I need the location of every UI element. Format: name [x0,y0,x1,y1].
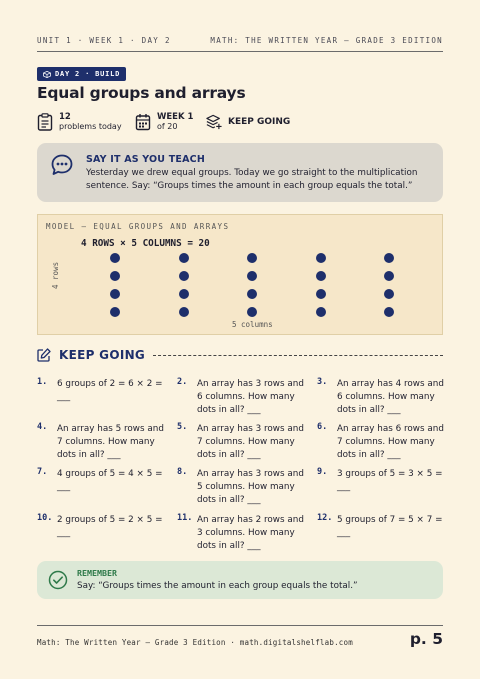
problem-text: 5 groups of 7 = 5 × 7 = ___ [337,515,443,538]
stat-week [135,112,206,132]
problem-number: 5. [177,422,188,432]
day-badge [37,67,126,81]
problem-text: An array has 3 rows and 6 columns. How many dots in all? ___ [197,379,304,415]
problem-text: 3 groups of 5 = 3 × 5 = ___ [337,469,443,492]
page-number: p. 5 [409,630,443,648]
array-dot [384,307,394,317]
array-dot [247,307,257,317]
cube-icon [43,71,51,78]
problem-number: 7. [37,467,48,477]
header-right: MATH: THE WRITTEN YEAR — GRADE 3 EDITION [210,36,443,45]
array-model [37,214,443,335]
problem-number: 9. [317,467,328,477]
columns-label: 5 columns [232,320,273,329]
running-header [37,36,443,52]
remember-body: Say: “Groups times the amount in each group equals the total.” [77,581,358,591]
problem-number: 2. [177,377,188,387]
problems-count: 12 [59,112,71,122]
problem-number: 3. [317,377,328,387]
keep-going-title: KEEP GOING [59,348,146,362]
problem-number: 4. [37,422,48,432]
array-dot [316,307,326,317]
problem-number: 8. [177,467,188,477]
momentum-label: KEEP GOING [228,117,291,127]
array-dot [247,289,257,299]
problem-number: 6. [317,422,328,432]
badge-label: DAY 2 · BUILD [55,70,121,78]
problem-text: An array has 3 rows and 7 columns. How many dots in all? ___ [197,424,304,460]
week-number: WEEK 1 [157,112,194,122]
array-dot [247,271,257,281]
rows-label: 4 rows [51,261,60,289]
header-left: UNIT 1 · WEEK 1 · DAY 2 [37,36,171,45]
model-equation: 4 ROWS × 5 COLUMNS = 20 [81,238,210,249]
problem-number: 12. [317,513,333,523]
array-dot [384,289,394,299]
array-dot [179,271,189,281]
week-total: of 20 [157,122,178,131]
edit-icon [37,348,51,362]
stats-row [37,110,290,134]
keep-going-header [37,345,443,365]
array-dot [110,253,120,263]
problem-text: An array has 2 rows and 3 columns. How many dots in all? ___ [197,515,304,551]
dashed-divider [153,355,443,356]
clipboard-icon [37,113,53,131]
array-dot [316,271,326,281]
remember-title: REMEMBER [77,568,117,578]
callout-body: Yesterday we drew equal groups. Today we go straight to the multiplication sentence. Say: “Groups times the amount in each group equals the total.” [86,168,418,191]
array-dot [384,271,394,281]
page-title: Equal groups and arrays [37,84,246,102]
array-dot [179,307,189,317]
layers-plus-icon [206,113,222,131]
problem-number: 10. [37,513,53,523]
array-dot [110,307,120,317]
array-dot [384,253,394,263]
remember-box [37,561,443,599]
array-dot [179,289,189,299]
problem-text: An array has 6 rows and 7 columns. How many dots in all? ___ [337,424,444,460]
array-dot [247,253,257,263]
check-circle-icon [48,570,68,590]
callout-title: SAY IT AS YOU TEACH [86,154,205,165]
calendar-icon [135,113,151,131]
problem-text: 4 groups of 5 = 4 × 5 = ___ [57,469,163,492]
footer-text: Math: The Written Year — Grade 3 Edition · math.digitalshelflab.com [37,638,353,647]
problem-text: An array has 4 rows and 6 columns. How many dots in all? ___ [337,379,444,415]
speech-bubble-icon [51,154,73,176]
array-dot [316,289,326,299]
problems-label: problems today [59,122,122,131]
problem-text: 6 groups of 2 = 6 × 2 = ___ [57,379,163,402]
array-dot [110,271,120,281]
teaching-callout [37,143,443,202]
problem-number: 1. [37,377,48,387]
problem-text: An array has 5 rows and 7 columns. How many dots in all? ___ [57,424,164,460]
stat-problems [37,112,135,132]
problem-text: An array has 3 rows and 5 columns. How many dots in all? ___ [197,469,304,505]
problem-text: 2 groups of 5 = 2 × 5 = ___ [57,515,163,538]
array-dot [179,253,189,263]
footer-divider [37,625,443,626]
problem-number: 11. [177,513,193,523]
array-dot [316,253,326,263]
stat-momentum [206,113,290,131]
model-caption: MODEL — EQUAL GROUPS AND ARRAYS [46,222,230,231]
array-dot [110,289,120,299]
